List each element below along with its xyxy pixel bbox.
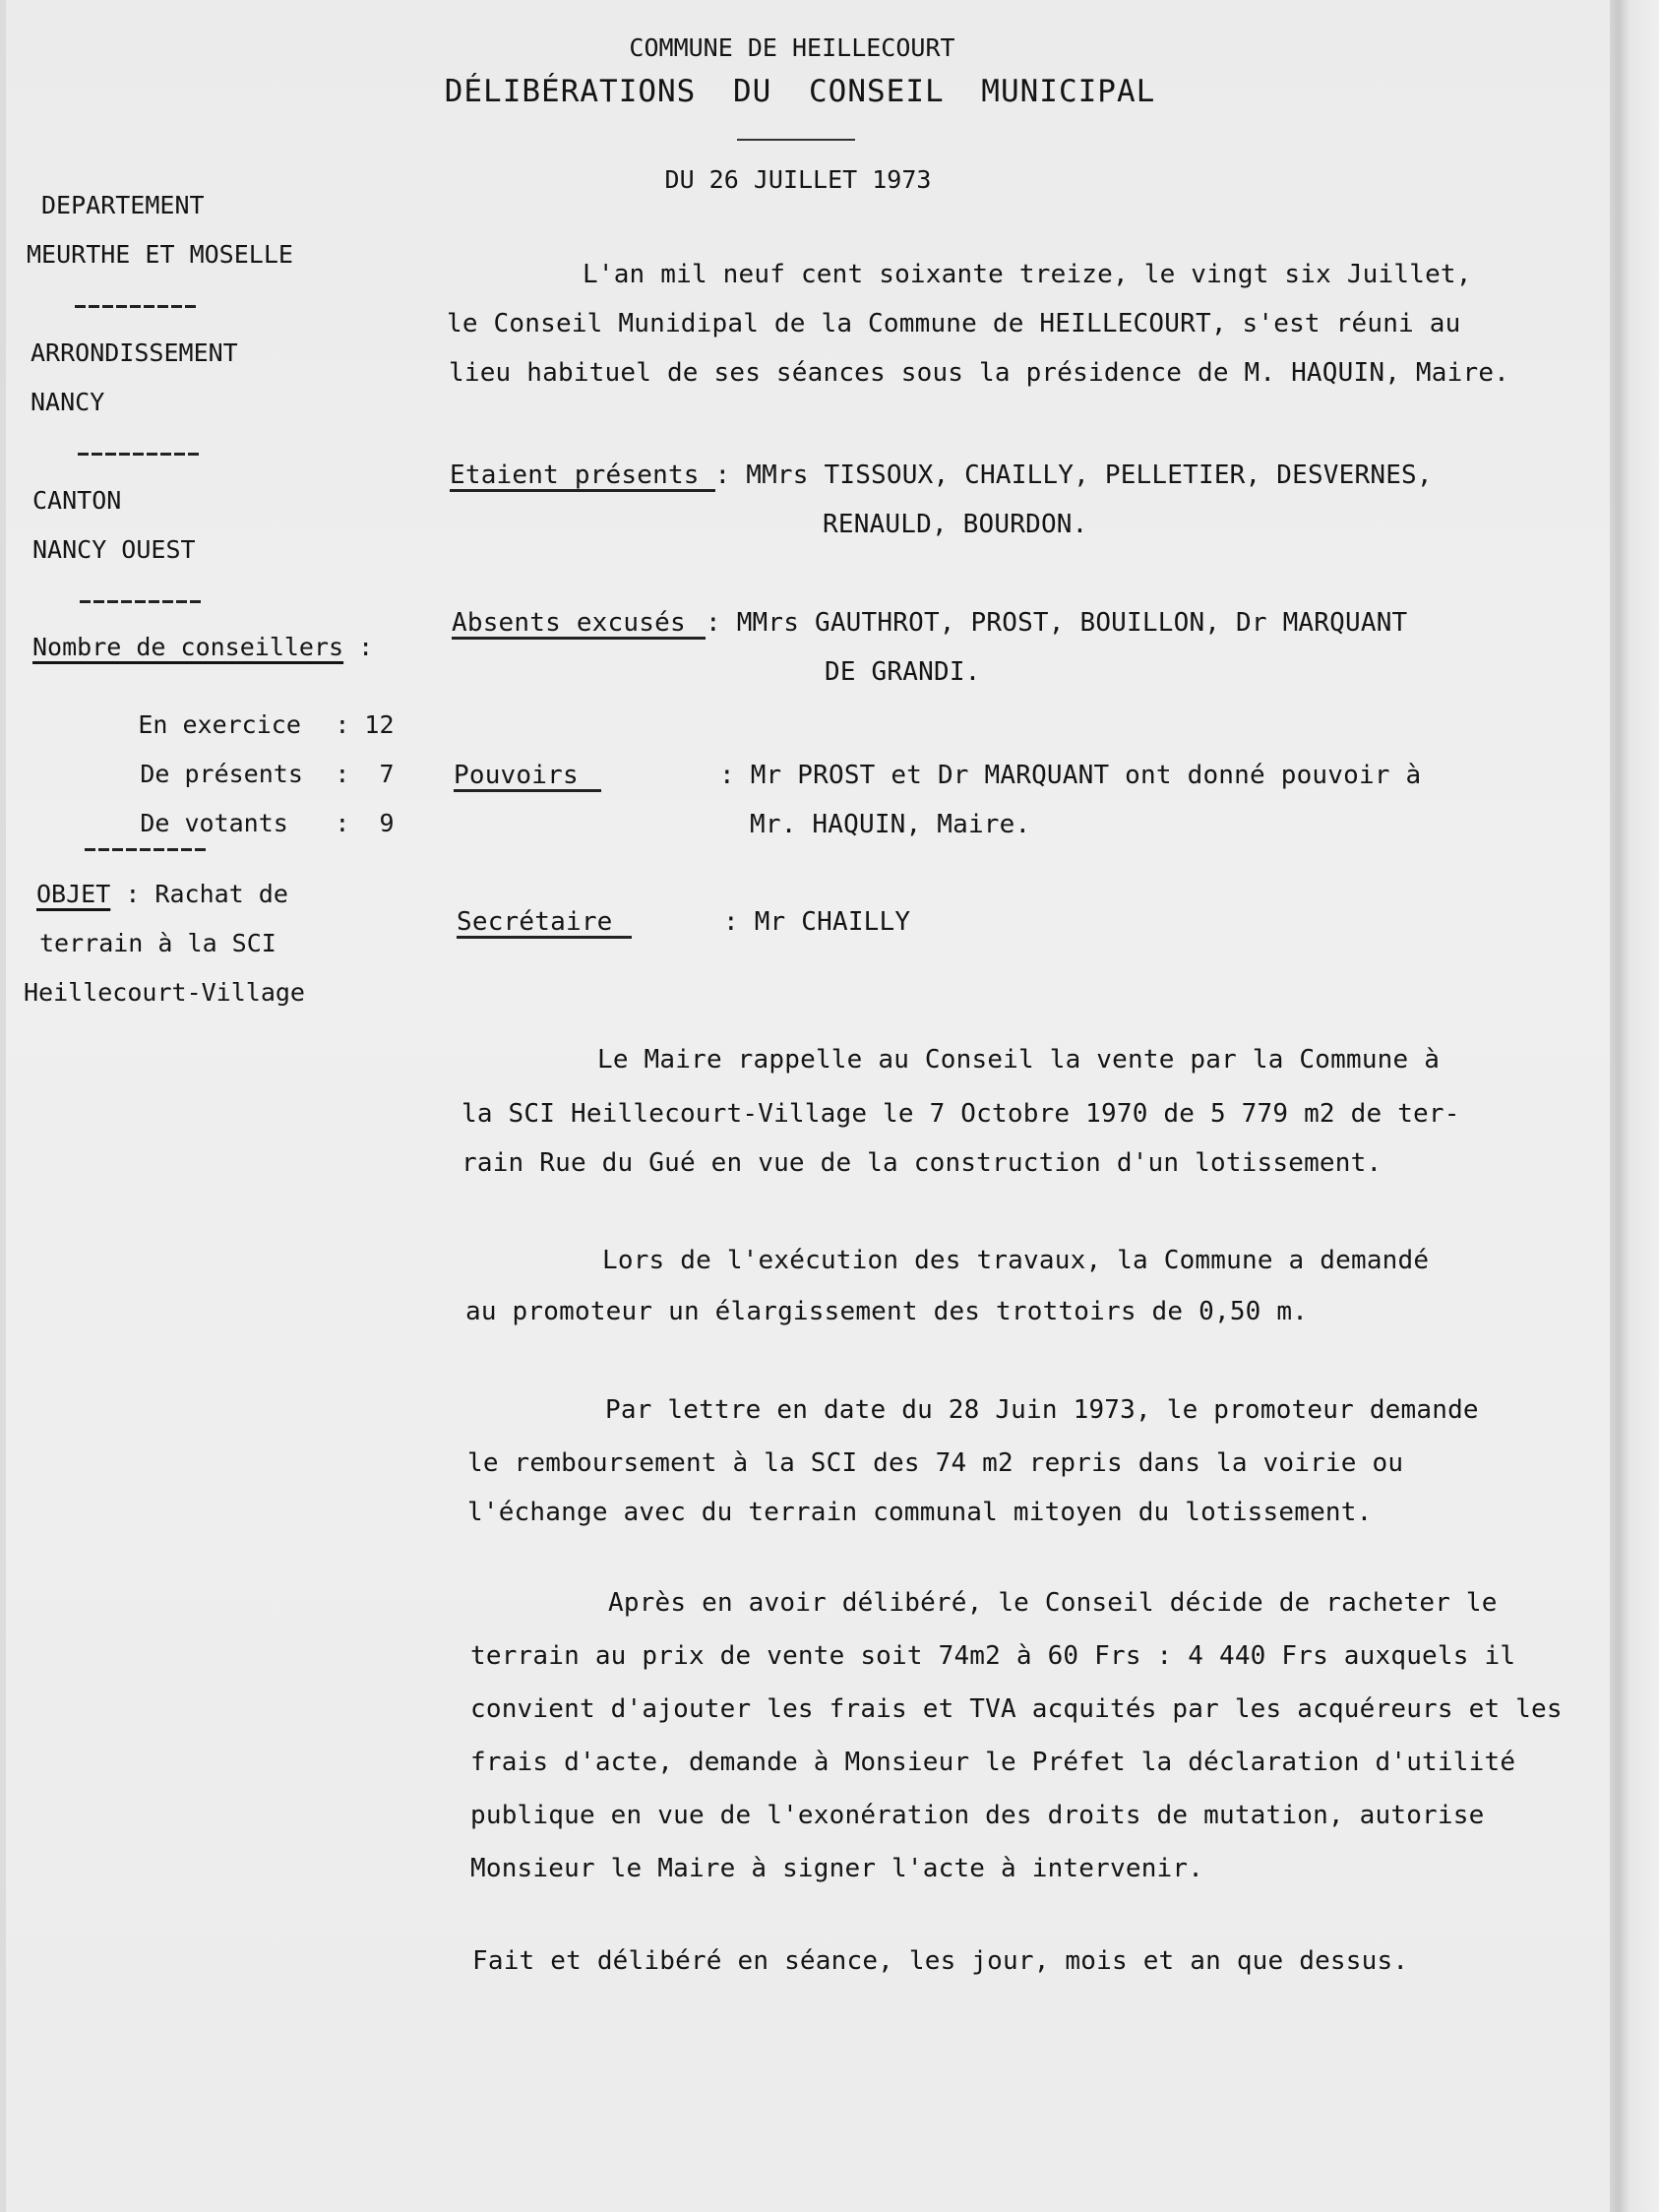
presents-names: : MMrs TISSOUX, CHAILLY, PELLETIER, DESVERNES,: [714, 461, 1433, 490]
secretaire-name: : Mr CHAILLY: [723, 907, 911, 937]
text-line: lieu habituel de ses séances sous la présidence de M. HAQUIN, Maire.: [449, 358, 1510, 388]
count-label: En exercice: [138, 710, 301, 739]
page-left-edge: [0, 0, 6, 2212]
text-line: Monsieur le Maire à signer l'acte à intervenir.: [470, 1854, 1204, 1883]
absents-row: [452, 608, 1407, 640]
departement-value: MEURTHE ET MOSELLE: [27, 240, 293, 269]
text-line: publique en vue de l'exonération des droits de mutation, autorise: [470, 1801, 1485, 1830]
absents-names: : MMrs GAUTHROT, PROST, BOUILLON, Dr MARQUANT: [706, 608, 1408, 638]
arrondissement-label: ARRONDISSEMENT: [31, 338, 238, 367]
text-line: frais d'acte, demande à Monsieur le Préfet la déclaration d'utilité: [470, 1748, 1516, 1777]
objet-text: : Rachat de: [110, 880, 288, 908]
conseillers-heading: [32, 633, 373, 661]
conseillers-label: Nombre de conseillers: [32, 633, 344, 661]
text-line: terrain au prix de vente soit 74m2 à 60 Frs : 4 440 Frs auxquels il: [470, 1641, 1516, 1671]
text-line: la SCI Heillecourt-Village le 7 Octobre 1970 de 5 779 m2 de ter-: [461, 1099, 1460, 1129]
text-line: Après en avoir délibéré, le Conseil décide de racheter le: [608, 1588, 1498, 1618]
separator-dash: [80, 600, 204, 603]
text-line: au promoteur un élargissement des trottoirs de 0,50 m.: [465, 1297, 1309, 1326]
objet-label: OBJET: [36, 880, 111, 908]
session-date: DU 26 JUILLET 1973: [664, 165, 932, 194]
count-colon: :: [335, 760, 380, 788]
count-label: De votants: [140, 809, 288, 837]
count-label: De présents: [140, 760, 303, 788]
secretaire-row: [457, 907, 910, 939]
page-fold-shadow: [1610, 0, 1659, 2212]
canton-value: NANCY OUEST: [32, 535, 196, 564]
count-value: 12: [364, 710, 395, 739]
count-value: 9: [379, 809, 395, 837]
text-line: Par lettre en date du 28 Juin 1973, le promoteur demande: [605, 1395, 1479, 1425]
arrondissement-value: NANCY: [31, 388, 105, 416]
commune-name: COMMUNE DE HEILLECOURT: [629, 33, 955, 62]
text-line: Le Maire rappelle au Conseil la vente par la Commune à: [597, 1045, 1441, 1075]
closing-statement: Fait et délibéré en séance, les jour, mois et an que dessus.: [472, 1946, 1409, 1976]
conseillers-colon: :: [343, 633, 374, 661]
pouvoirs-row: [454, 761, 1421, 792]
count-colon: :: [335, 809, 380, 837]
canton-label: CANTON: [32, 486, 122, 515]
text-line: rain Rue du Gué en vue de la construction d'un lotissement.: [461, 1148, 1382, 1178]
presents-row: [450, 461, 1433, 492]
text-line: L'an mil neuf cent soixante treize, le vingt six Juillet,: [583, 260, 1472, 289]
absents-label: Absents excusés: [452, 610, 706, 640]
separator-dash: [75, 305, 199, 308]
secretaire-label: Secrétaire: [457, 909, 632, 939]
objet-line: terrain à la SCI: [39, 929, 276, 957]
text-line: convient d'ajouter les frais et TVA acquités par les acquéreurs et les: [470, 1694, 1563, 1724]
text-line: Lors de l'exécution des travaux, la Commune a demandé: [602, 1246, 1430, 1275]
separator-dash: [85, 848, 209, 851]
text-line: l'échange avec du terrain communal mitoyen du lotissement.: [467, 1498, 1373, 1527]
text-line: le remboursement à la SCI des 74 m2 repris dans la voirie ou: [467, 1448, 1404, 1478]
pouvoirs-label: Pouvoirs: [454, 763, 601, 792]
count-colon: :: [335, 710, 365, 739]
pouvoirs-text-cont: Mr. HAQUIN, Maire.: [750, 810, 1031, 839]
departement-label: DEPARTEMENT: [41, 191, 205, 219]
title-divider: [737, 139, 855, 141]
objet-line: [36, 880, 288, 908]
presents-names-cont: RENAULD, BOURDON.: [823, 510, 1088, 539]
separator-dash: [78, 453, 202, 456]
presents-label: Etaient présents: [450, 461, 715, 490]
text-line: le Conseil Munidipal de la Commune de HEILLECOURT, s'est réuni au: [447, 309, 1461, 338]
pouvoirs-text: : Mr PROST et Dr MARQUANT ont donné pouvoir à: [719, 761, 1422, 790]
document-title: DÉLIBÉRATIONS DU CONSEIL MUNICIPAL: [444, 74, 1156, 109]
objet-line: Heillecourt-Village: [24, 978, 305, 1007]
count-row-votants: [51, 780, 395, 866]
count-value: 7: [379, 760, 395, 788]
absents-names-cont: DE GRANDI.: [825, 657, 981, 687]
